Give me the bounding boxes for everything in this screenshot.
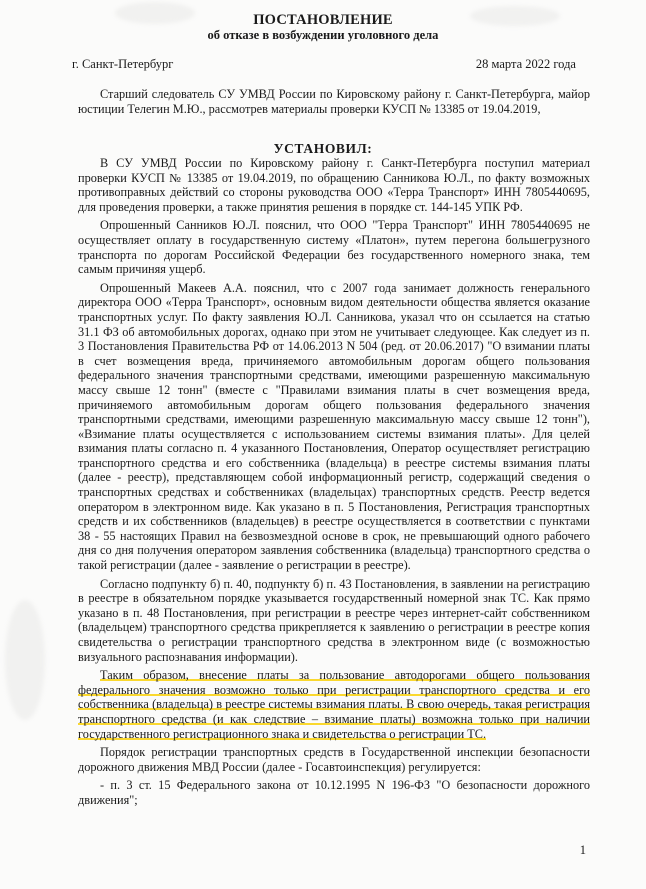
- paragraph-5-highlighted: [78, 668, 590, 741]
- document-city: г. Санкт-Петербург: [72, 57, 174, 71]
- document-subtitle: об отказе в возбуждении уголовного дела: [207, 28, 439, 42]
- intro-paragraph: [78, 87, 590, 116]
- document-body: [78, 156, 590, 808]
- paragraph-4: Согласно подпункту б) п. 40, подпункту б) п. 43 Постановления, в заявлении на регистрацию в реестре в обязательном порядке указывается государственный номерной знак ТС. Как прямо указано в п. 48 Постановления, при регистрации в реестре через интернет-сайт собственником (владельцем) транспортного средства прикрепляется к заявлению о регистрации в реестре копия свидетельства о регистрации транспортного средства в электронном виде (с возможностью визуального распознавания информации).: [78, 576, 590, 664]
- paragraph-1: В СУ УМВД России по Кировскому району г. Санкт-Петербурга поступил материал проверки КУСП № 13385 от 19.04.2019, по обращению Санникова Ю.Л., по факту возможных противоправных действий со стороны руководства ООО «Терра Транспорт» ИНН 7805440695, для проведения проверки, а также принятия решения в порядке ст. 144-145 УПК РФ.: [78, 156, 590, 214]
- highlighted-text: Таким образом, внесение платы за пользование автодорогами общего пользования федерального значения возможно только при регистрации транспортного средства и его собственника (владельца) в реестре системы взимания платы. В свою очередь, такая регистрация транспортного средства (и как следствие – взимание платы) возможна только при наличии государственного регистрационного знака и свидетельства о регистрации ТС.: [78, 668, 590, 741]
- paragraph-6: Порядок регистрации транспортных средств в Государственной инспекции безопасности дорожного движения МВД России (далее - Госавтоинспекция) регулируется:: [78, 745, 590, 774]
- document-title: ПОСТАНОВЛЕНИЕ: [253, 12, 393, 28]
- paragraph-2: Опрошенный Санников Ю.Л. пояснил, что ООО "Терра Транспорт" ИНН 7805440695 не осуществляет оплату в государственную систему «Платон», путем перегона большегрузного транспорта по дорогам Российской Федерации без государственного номерного знака, тем самым причиняя ущерб.: [78, 218, 590, 277]
- paragraph-7: - п. 3 ст. 15 Федерального закона от 10.12.1995 N 196-ФЗ "О безопасности дорожного движения";: [78, 778, 590, 807]
- intro-text: Старший следователь СУ УМВД России по Кировскому району г. Санкт-Петербурга, майор юстиции Телегин М.Ю., рассмотрев материалы проверки КУСП № 13385 от 19.04.2019,: [78, 87, 590, 116]
- paragraph-3: Опрошенный Макеев А.А. пояснил, что с 2007 года занимает должность генерального директора ООО «Терра Транспорт», основным видом деятельности общества является оказание транспортных услуг. По факту заявления Ю.Л. Санникова, указал что он ссылается на статью 31.1 ФЗ об автомобильных дорогах, однако при этом не учитывает следующее. Как следует из п. 3 Постановления Правительства РФ от 14.06.2013 N 504 (ред. от 20.06.2017) "О взимании платы в счет возмещения вреда, причиняемого автомобильным дорогам общего пользования федерального значения транспортными средствами, имеющими разрешенную максимальную массу свыше 12 тонн" (вместе с "Правилами взимания платы в счет возмещения вреда, причиняемого автомобильным дорогам общего пользования федерального значения транспортными средствами, имеющими разрешенную максимальную массу свыше 12 тонн"), «Взимание платы осуществляется с использованием системы взимания платы». Для целей взимания платы согласно п. 4 указанного Постановления, Оператор осуществляет регистрацию транспортного средства и его собственника (владельца) в реестре системы взимания платы (далее - реестр), представляющем собой информационный регистр, содержащий сведения о транспортных средствах и собственниках (владельцах) транспортных средств. Реестр ведется оператором в электронном виде. Как указано в п. 5 Постановления, Регистрация транспортных средств и их собственников (владельцев) в реестре осуществляется в соответствии с пунктами 38 - 55 настоящих Правил на безвозмездной основе в срок, не превышающий одного рабочего дня со дня получения оператором заявления собственника (владельца) транспортного средства о такой регистрации (далее - заявление о регистрации в реестре).: [78, 280, 590, 573]
- page-number: 1: [579, 843, 586, 857]
- section-heading: УСТАНОВИЛ:: [273, 141, 373, 156]
- document-date: 28 марта 2022 года: [475, 57, 576, 71]
- scan-smudge: [5, 600, 45, 720]
